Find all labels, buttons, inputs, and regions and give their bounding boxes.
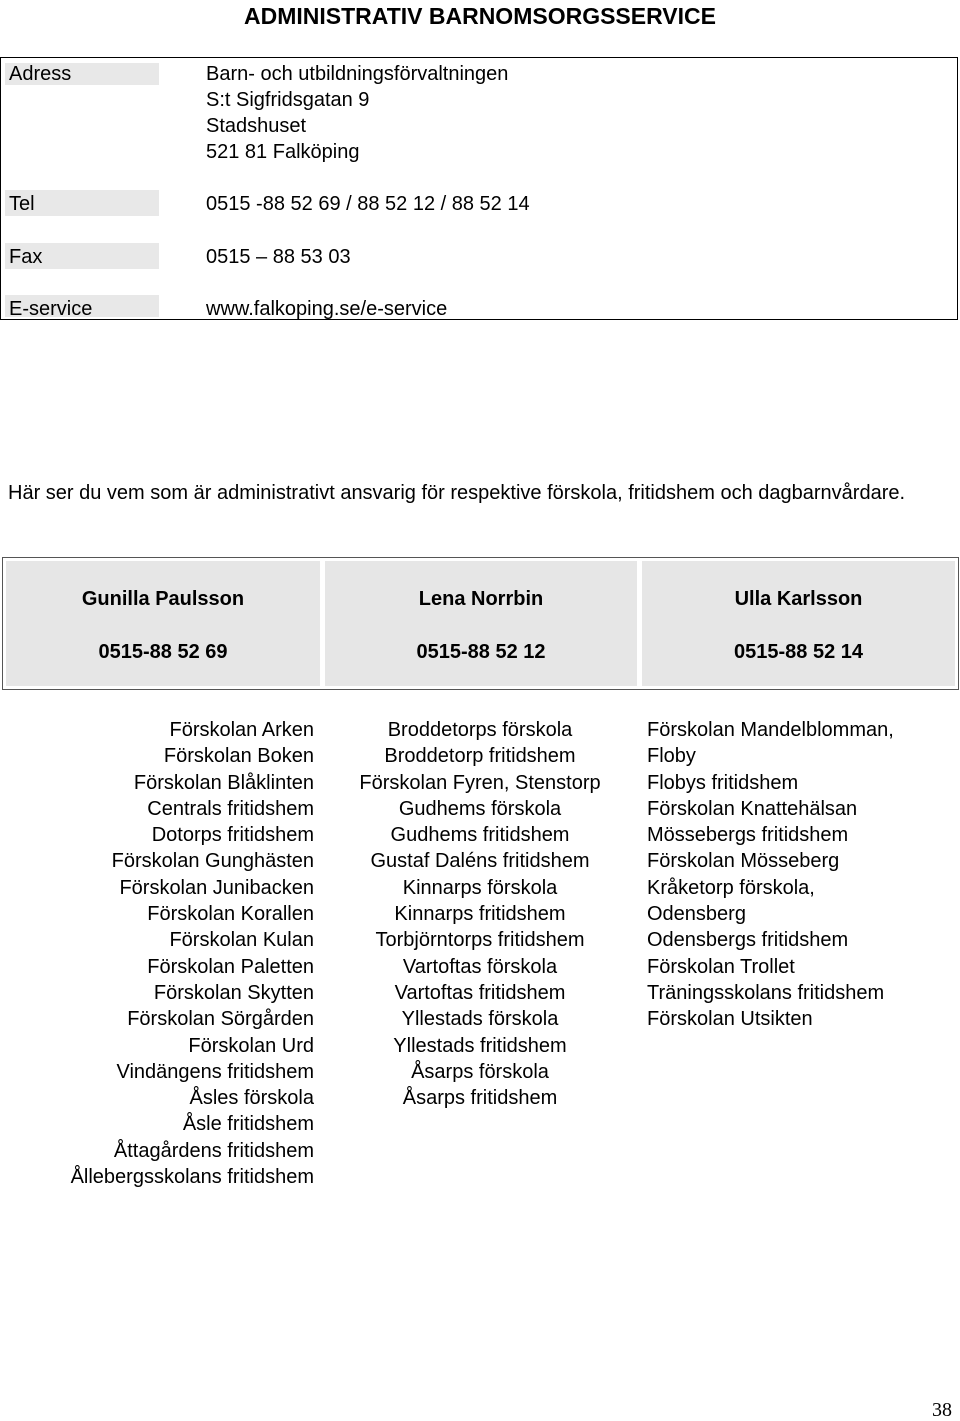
gunilla-facility-list	[0, 717, 314, 1190]
contact-phone: 0515-88 52 14	[733, 641, 863, 663]
facility-list-item: Förskolan Skytten	[153, 981, 314, 1004]
facility-list-item: Förskolan Knattehälsan	[647, 797, 858, 820]
facility-list-item: Kinnarps fritidshem	[394, 903, 566, 926]
facility-list-item: Broddetorp fritidshem	[384, 745, 576, 768]
contact-name: Ulla Karlsson	[734, 588, 863, 610]
facility-list-item: Förskolan Trollet	[647, 955, 795, 978]
ulla-facility-list	[647, 717, 953, 1033]
facility-list-item: Förskolan Korallen	[147, 903, 314, 926]
contact-phone: 0515-88 52 12	[416, 641, 546, 663]
facility-list-item: Förskolan Fyren, Stenstorp	[359, 771, 601, 794]
facility-list-item: Centrals fritidshem	[147, 797, 314, 820]
facility-list-item: Förskolan Boken	[163, 745, 314, 768]
lena-facility-list	[322, 717, 638, 1111]
facility-list-item: Träningsskolans fritidshem	[647, 981, 885, 1004]
address-line-2: S:t Sigfridsgatan 9	[206, 89, 370, 111]
tel-value: 0515 -88 52 69 / 88 52 12 / 88 52 14	[206, 193, 530, 215]
facility-list-item: Dotorps fritidshem	[151, 824, 314, 847]
facility-list-item: Förskolan Kulan	[169, 929, 314, 952]
facility-list-item: Torbjörntorps fritidshem	[375, 929, 585, 952]
intro-text: Här ser du vem som är administrativt ansvarig för respektive förskola, fritidshem och dagbarnvårdare.	[8, 482, 906, 504]
facility-list-item: Åsarps förskola	[411, 1060, 549, 1083]
contact-column-lena	[325, 561, 637, 686]
contact-name: Lena Norrbin	[418, 588, 544, 610]
contact-phone: 0515-88 52 69	[98, 641, 228, 663]
facility-list-item: Åsarps fritidshem	[402, 1087, 558, 1110]
facility-list-item: Förskolan Blåklinten	[133, 771, 314, 794]
facility-list-item: Kinnarps förskola	[402, 876, 558, 899]
contact-info-box	[0, 57, 958, 320]
facility-list-item: Vartoftas förskola	[402, 955, 558, 978]
page-number: 38	[932, 1399, 952, 1421]
facility-list-item: Förskolan Arken	[169, 719, 314, 741]
facility-list-item: Vindängens fritidshem	[116, 1060, 314, 1083]
fax-label: Fax	[9, 246, 43, 268]
address-line-4: 521 81 Falköping	[206, 141, 360, 163]
facility-list-item: Gudhems fritidshem	[390, 824, 570, 847]
facility-list-item: Gustaf Daléns fritidshem	[370, 850, 590, 873]
facility-list-item: Förskolan Junibacken	[119, 876, 314, 899]
facility-list-item: Förskolan Mandelblomman,	[647, 719, 894, 741]
facility-list-item: Åttagårdens fritidshem	[113, 1139, 314, 1162]
facility-list-item: Förskolan Sörgården	[127, 1008, 314, 1031]
contact-column-ulla	[642, 561, 955, 686]
facility-list-item: Förskolan Mösseberg	[647, 850, 840, 873]
facility-list-item: Kråketorp förskola,	[647, 876, 815, 899]
page-title: ADMINISTRATIV BARNOMSORGSSERVICE	[244, 3, 716, 29]
fax-value: 0515 – 88 53 03	[206, 246, 351, 268]
address-line-1: Barn- och utbildningsförvaltningen	[206, 63, 509, 85]
contact-column-gunilla	[6, 561, 320, 686]
facility-list-item: Floby	[647, 745, 696, 768]
facility-list-item: Förskolan Paletten	[147, 955, 314, 978]
facility-list-item: Vartoftas fritidshem	[394, 981, 566, 1004]
eservice-label: E-service	[9, 298, 93, 320]
facility-list-item: Mössebergs fritidshem	[647, 824, 849, 847]
facility-list-item: Åsles förskola	[189, 1087, 314, 1110]
facility-list-item: Yllestads förskola	[401, 1008, 559, 1031]
facility-list-item: Odensberg	[647, 903, 746, 926]
facility-list-item: Odensbergs fritidshem	[647, 929, 849, 952]
facility-list-item: Flobys fritidshem	[647, 771, 799, 794]
eservice-link[interactable]: www.falkoping.se/e-service	[206, 298, 448, 320]
contact-name: Gunilla Paulsson	[81, 588, 245, 610]
facility-list-item: Förskolan Gunghästen	[111, 850, 314, 873]
facility-list-item: Åsle fritidshem	[182, 1113, 314, 1136]
facility-list-item: Yllestads fritidshem	[393, 1034, 567, 1057]
tel-label: Tel	[9, 193, 35, 215]
address-line-3: Stadshuset	[206, 115, 307, 137]
contacts-table	[2, 557, 959, 690]
address-label: Adress	[9, 63, 72, 85]
facility-list-item: Gudhems förskola	[398, 797, 562, 820]
facility-list-item: Förskolan Utsikten	[647, 1008, 813, 1031]
facility-list-item: Förskolan Urd	[188, 1034, 314, 1057]
facility-list-item: Ållebergsskolans fritidshem	[70, 1166, 314, 1189]
facility-list-item: Broddetorps förskola	[387, 719, 573, 741]
